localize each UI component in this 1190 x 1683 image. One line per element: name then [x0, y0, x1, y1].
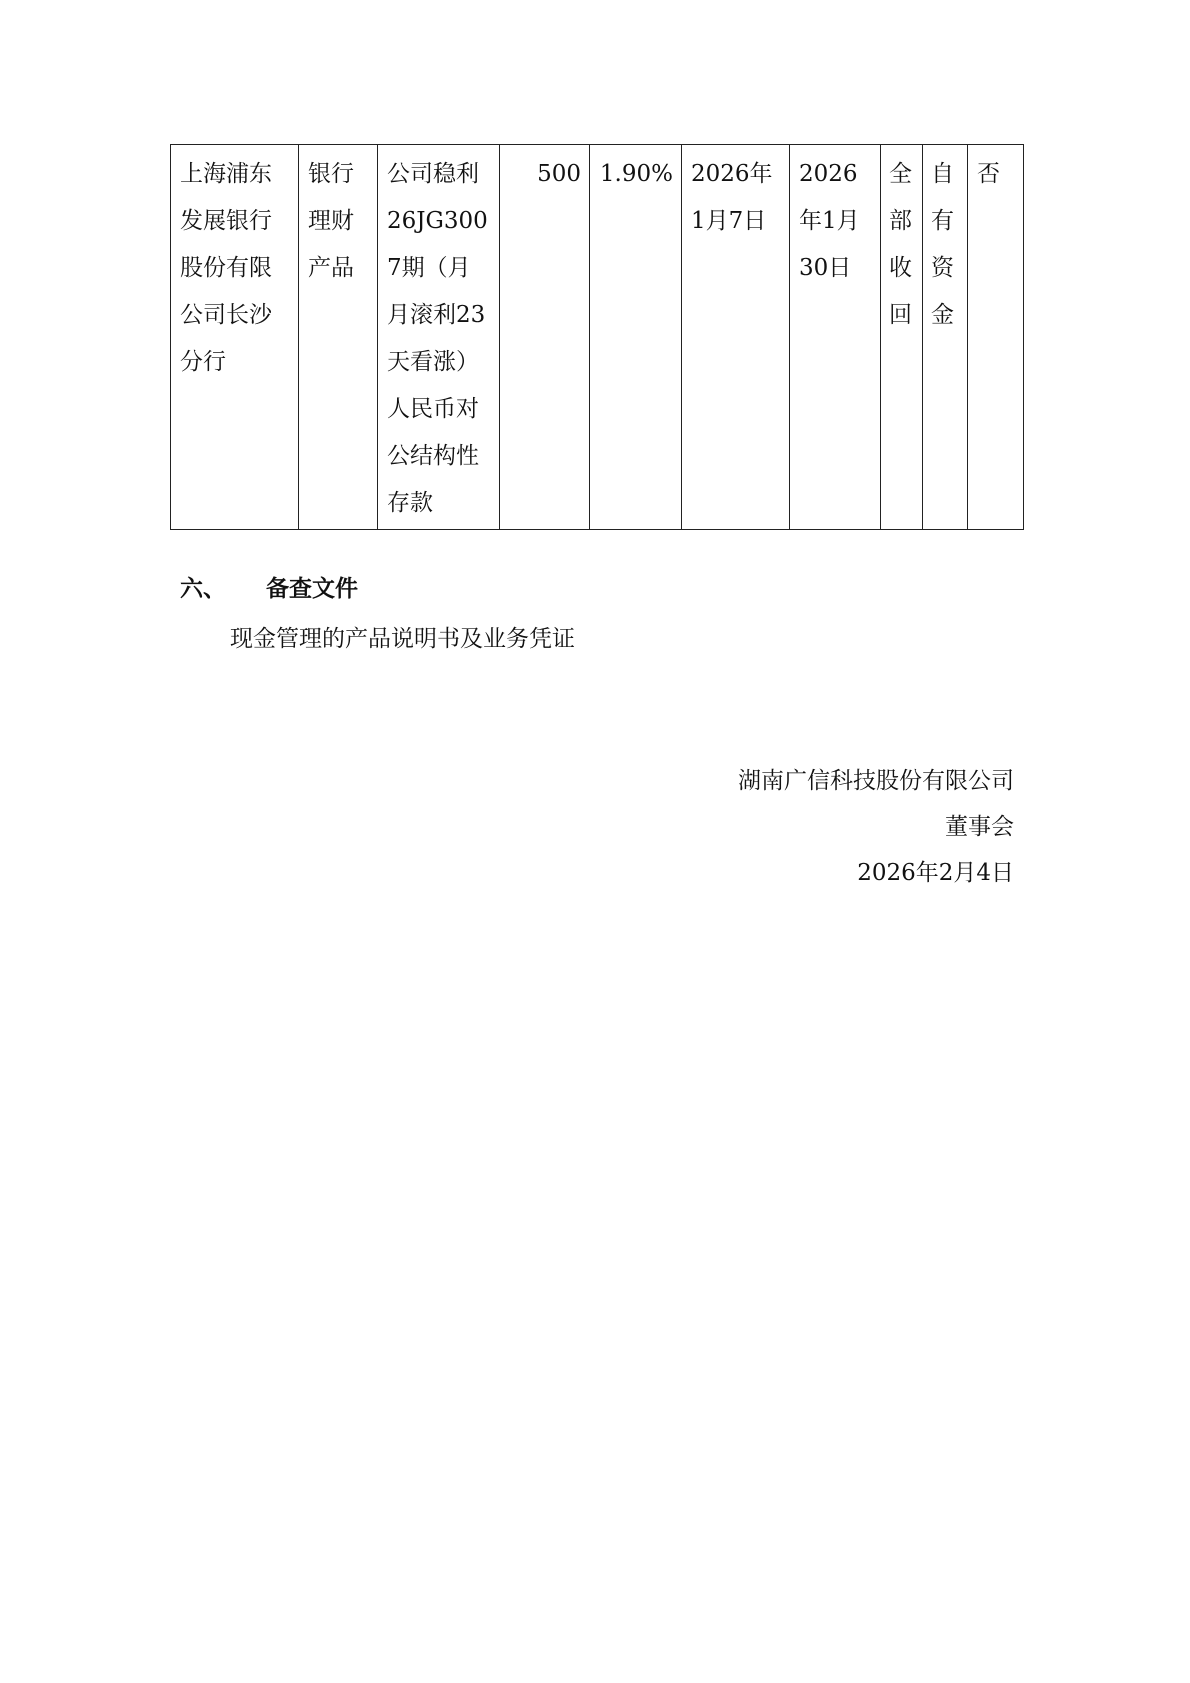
company-name: 湖南广信科技股份有限公司: [738, 768, 1014, 794]
product-name-cell: 公司稳利26JG3007期（月月滚利23天看涨）人民币对公结构性存款: [378, 145, 500, 530]
start-date-cell: 2026年1月7日: [682, 145, 790, 530]
board-name: 董事会: [945, 814, 1014, 840]
fund-source-cell: 自有资金: [923, 145, 968, 530]
bank-cell: 上海浦东发展银行股份有限公司长沙分行: [171, 145, 299, 530]
table-row: [171, 145, 1024, 530]
amount-cell: 500: [500, 145, 590, 530]
end-date-cell: 2026年1月30日: [790, 145, 881, 530]
status-cell: 全部收回: [881, 145, 923, 530]
product-type-cell: 银行理财产品: [299, 145, 378, 530]
section-title: 备查文件: [266, 576, 358, 602]
section-heading: [180, 570, 358, 603]
related-cell: 否: [968, 145, 1024, 530]
section-number: 六、: [180, 576, 226, 602]
rate-cell: 1.90%: [590, 145, 682, 530]
signature-date: 2026年2月4日: [857, 860, 1014, 886]
section-body: 现金管理的产品说明书及业务凭证: [230, 626, 575, 652]
cash-management-table: [170, 144, 1024, 530]
